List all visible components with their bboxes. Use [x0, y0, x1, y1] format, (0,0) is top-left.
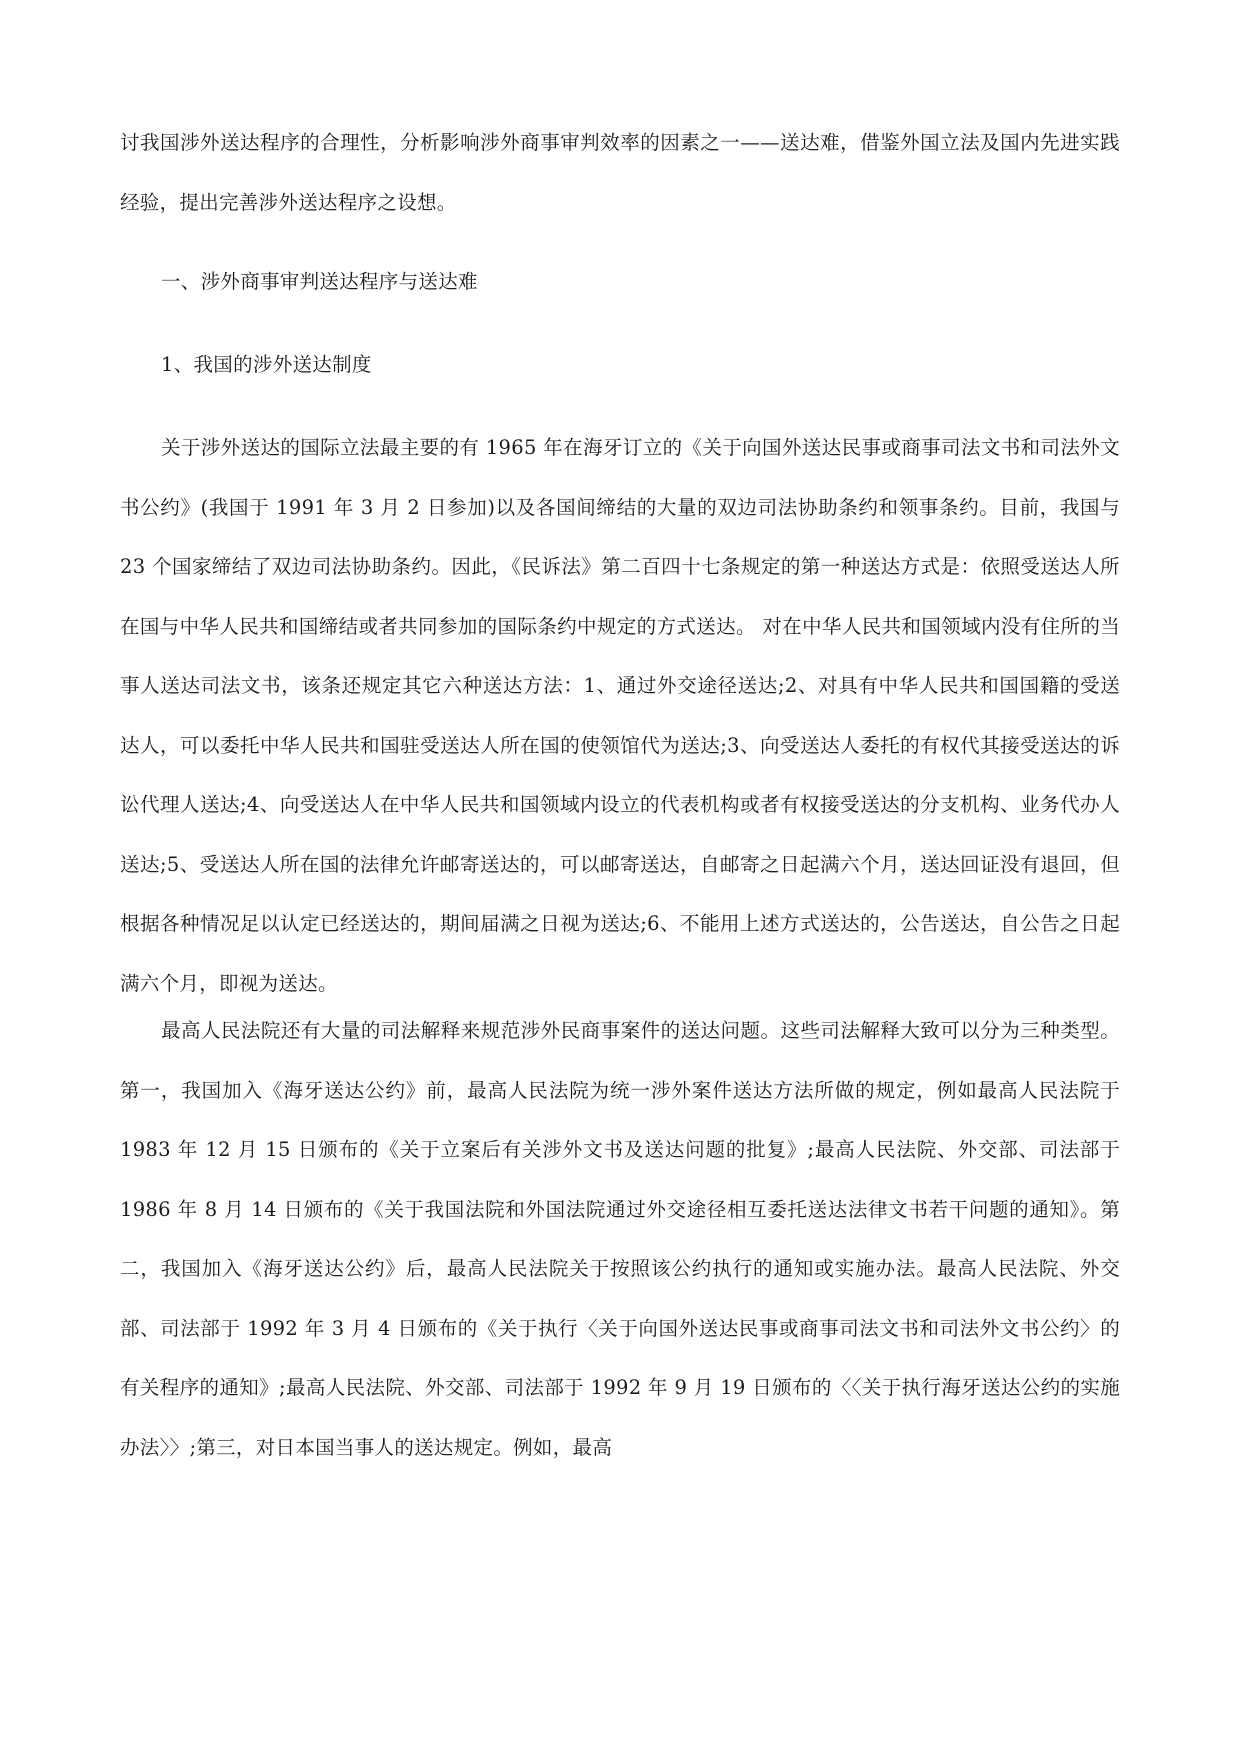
international-legislation-paragraph: 关于涉外送达的国际立法最主要的有 1965 年在海牙订立的《关于向国外送达民事或商事司法文书和司法外文书公约》(我国于 1991 年 3 月 2 日参加)以及各国间缔结的大量的双边司法协助条约和领事条约。目前，我国与 23 个国家缔结了双边司法协助条约。因此，《民诉法》第二百四十七条规定的第一种送达方式是：依照受送达人所在国与中华人民共和国缔结或者共同参加的国际条约中规定的方式送达。 对在中华人民共和国领域内没有住所的当事人送达司法文书，该条还规定其它六种送达方法：1、通过外交途径送达;2、对具有中华人民共和国国籍的受送达人，可以委托中华人民共和国驻受送达人所在国的使领馆代为送达;3、向受送达人委托的有权代其接受送达的诉讼代理人送达;4、向受送达人在中华人民共和国领域内设立的代表机构或者有权接受送达的分支机构、业务代办人送达;5、受送达人所在国的法律允许邮寄送达的，可以邮寄送达，自邮寄之日起满六个月，送达回证没有退回，但根据各种情况足以认定已经送达的，期间届满之日视为送达;6、不能用上述方式送达的，公告送达，自公告之日起满六个月，即视为送达。: [120, 436, 1120, 995]
intro-continuation-paragraph: 讨我国涉外送达程序的合理性，分析影响涉外商事审判效率的因素之一——送达难，借鉴外国立法及国内先进实践经验，提出完善涉外送达程序之设想。: [120, 131, 1120, 214]
section-heading: 一、涉外商事审判送达程序与送达难: [161, 270, 478, 293]
subsection-heading: 1、我国的涉外送达制度: [161, 353, 372, 376]
judicial-interpretations-paragraph: 最高人民法院还有大量的司法解释来规范涉外民商事案件的送达问题。这些司法解释大致可以分为三种类型。第一，我国加入《海牙送达公约》前，最高人民法院为统一涉外案件送达方法所做的规定，例如最高人民法院于 1983 年 12 月 15 日颁布的《关于立案后有关涉外文书及送达问题的批复》;最高人民法院、外交部、司法部于 1986 年 8 月 14 日颁布的《关于我国法院和外国法院通过外交途径相互委托送达法律文书若干问题的通知》。第二，我国加入《海牙送达公约》后，最高人民法院关于按照该公约执行的通知或实施办法。最高人民法院、外交部、司法部于 1992 年 3 月 4 日颁布的《关于执行〈关于向国外送达民事或商事司法文书和司法外文书公约〉的有关程序的通知》;最高人民法院、外交部、司法部于 1992 年 9 月 19 日颁布的〈〈关于执行海牙送达公约的实施办法〉〉;第三，对日本国当事人的送达规定。例如，最高: [120, 1019, 1120, 1459]
